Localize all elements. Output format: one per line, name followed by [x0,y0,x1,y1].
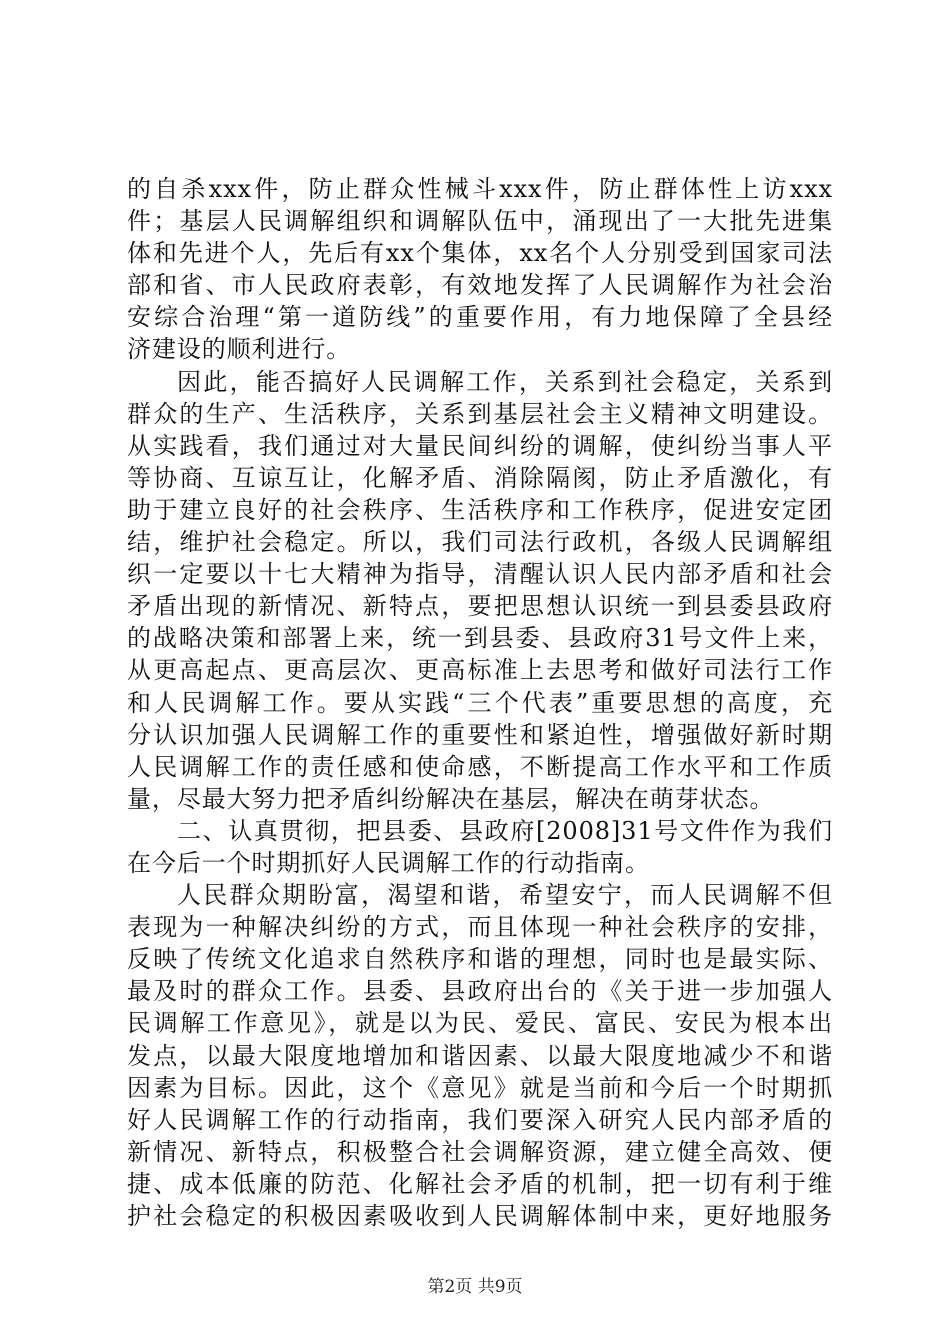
text-line: 从实践看，我们通过对大量民间纠纷的调解，使纠纷当事人平 [127,431,833,460]
text-line: 的自杀xxx件，防止群众性械斗xxx件，防止群体性上访xxx [127,175,833,203]
text-line: 分认识加强人民调解工作的重要性和紧迫性，增强做好新时期 [127,720,833,749]
text-line: 体和先进个人，先后有xx个集体，xx名个人分别受到国家司法 [127,239,833,268]
text-line: 结，维护社会稳定。所以，我们司法行政机，各级人民调解组 [127,528,833,557]
text-line: 量，尽最大努力把矛盾纠纷解决在基层，解决在萌芽状态。 [127,784,775,813]
text-line: 织一定要以十七大精神为指导，清醒认识人民内部矛盾和社会 [127,560,833,589]
text-line: 民调解工作意见》，就是以为民、爱民、富民、安民为根本出 [127,1009,833,1038]
text-line: 从更高起点、更高层次、更高标准上去思考和做好司法行工作 [127,656,833,685]
text-line: 和人民调解工作。要从实践“三个代表”重要思想的高度，充 [127,688,833,717]
text-line: 捷、成本低廉的防范、化解社会矛盾的机制，把一切有利于维 [127,1169,833,1198]
text-line: 发点，以最大限度地增加和谐因素、以最大限度地减少不和谐 [127,1041,833,1070]
text-line: 护社会稳定的积极因素吸收到人民调解体制中来，更好地服务 [127,1202,833,1230]
text-line: 因素为目标。因此，这个《意见》就是当前和今后一个时期抓 [127,1073,833,1102]
text-line: 在今后一个时期抓好人民调解工作的行动指南。 [127,848,650,877]
text-line: 新情况、新特点，积极整合社会调解资源，建立健全高效、便 [127,1137,833,1166]
text-line: 群众的生产、生活秩序，关系到基层社会主义精神文明建设。 [127,399,833,428]
page-footer: 第2页 共9页 [427,1277,523,1297]
text-line: 好人民调解工作的行动指南，我们要深入研究人民内部矛盾的 [127,1105,833,1134]
text-line: 人民调解工作的责任感和使命感，不断提高工作水平和工作质 [127,752,833,781]
text-line: 反映了传统文化追求自然秩序和谐的理想，同时也是最实际、 [127,945,833,974]
text-line: 最及时的群众工作。县委、县政府出台的《关于进一步加强人 [127,977,833,1006]
text-line: 因此，能否搞好人民调解工作，关系到社会稳定，关系到 [177,367,833,396]
text-line: 人民群众期盼富，渴望和谐，希望安宁，而人民调解不但 [177,881,833,910]
document-body [127,173,833,1232]
text-line: 矛盾出现的新情况、新特点，要把思想认识统一到县委县政府 [127,592,833,621]
text-line: 助于建立良好的社会秩序、生活秩序和工作秩序，促进安定团 [127,495,833,524]
text-line: 济建设的顺利进行。 [127,335,352,364]
text-line: 部和省、市人民政府表彰，有效地发挥了人民调解作为社会治 [127,271,833,300]
text-line: 二、认真贯彻，把县委、县政府[2008]31号文件作为我们 [177,816,833,845]
text-line: 表现为一种解决纠纷的方式，而且体现一种社会秩序的安排， [127,913,833,942]
text-line: 安综合治理“第一道防线”的重要作用，有力地保障了全县经 [127,303,833,332]
text-line: 件；基层人民调解组织和调解队伍中，涌现出了一大批先进集 [127,207,833,236]
text-line: 等协商、互谅互让，化解矛盾、消除隔阂，防止矛盾激化，有 [127,463,833,492]
text-line: 的战略决策和部署上来，统一到县委、县政府31号文件上来， [127,624,833,653]
